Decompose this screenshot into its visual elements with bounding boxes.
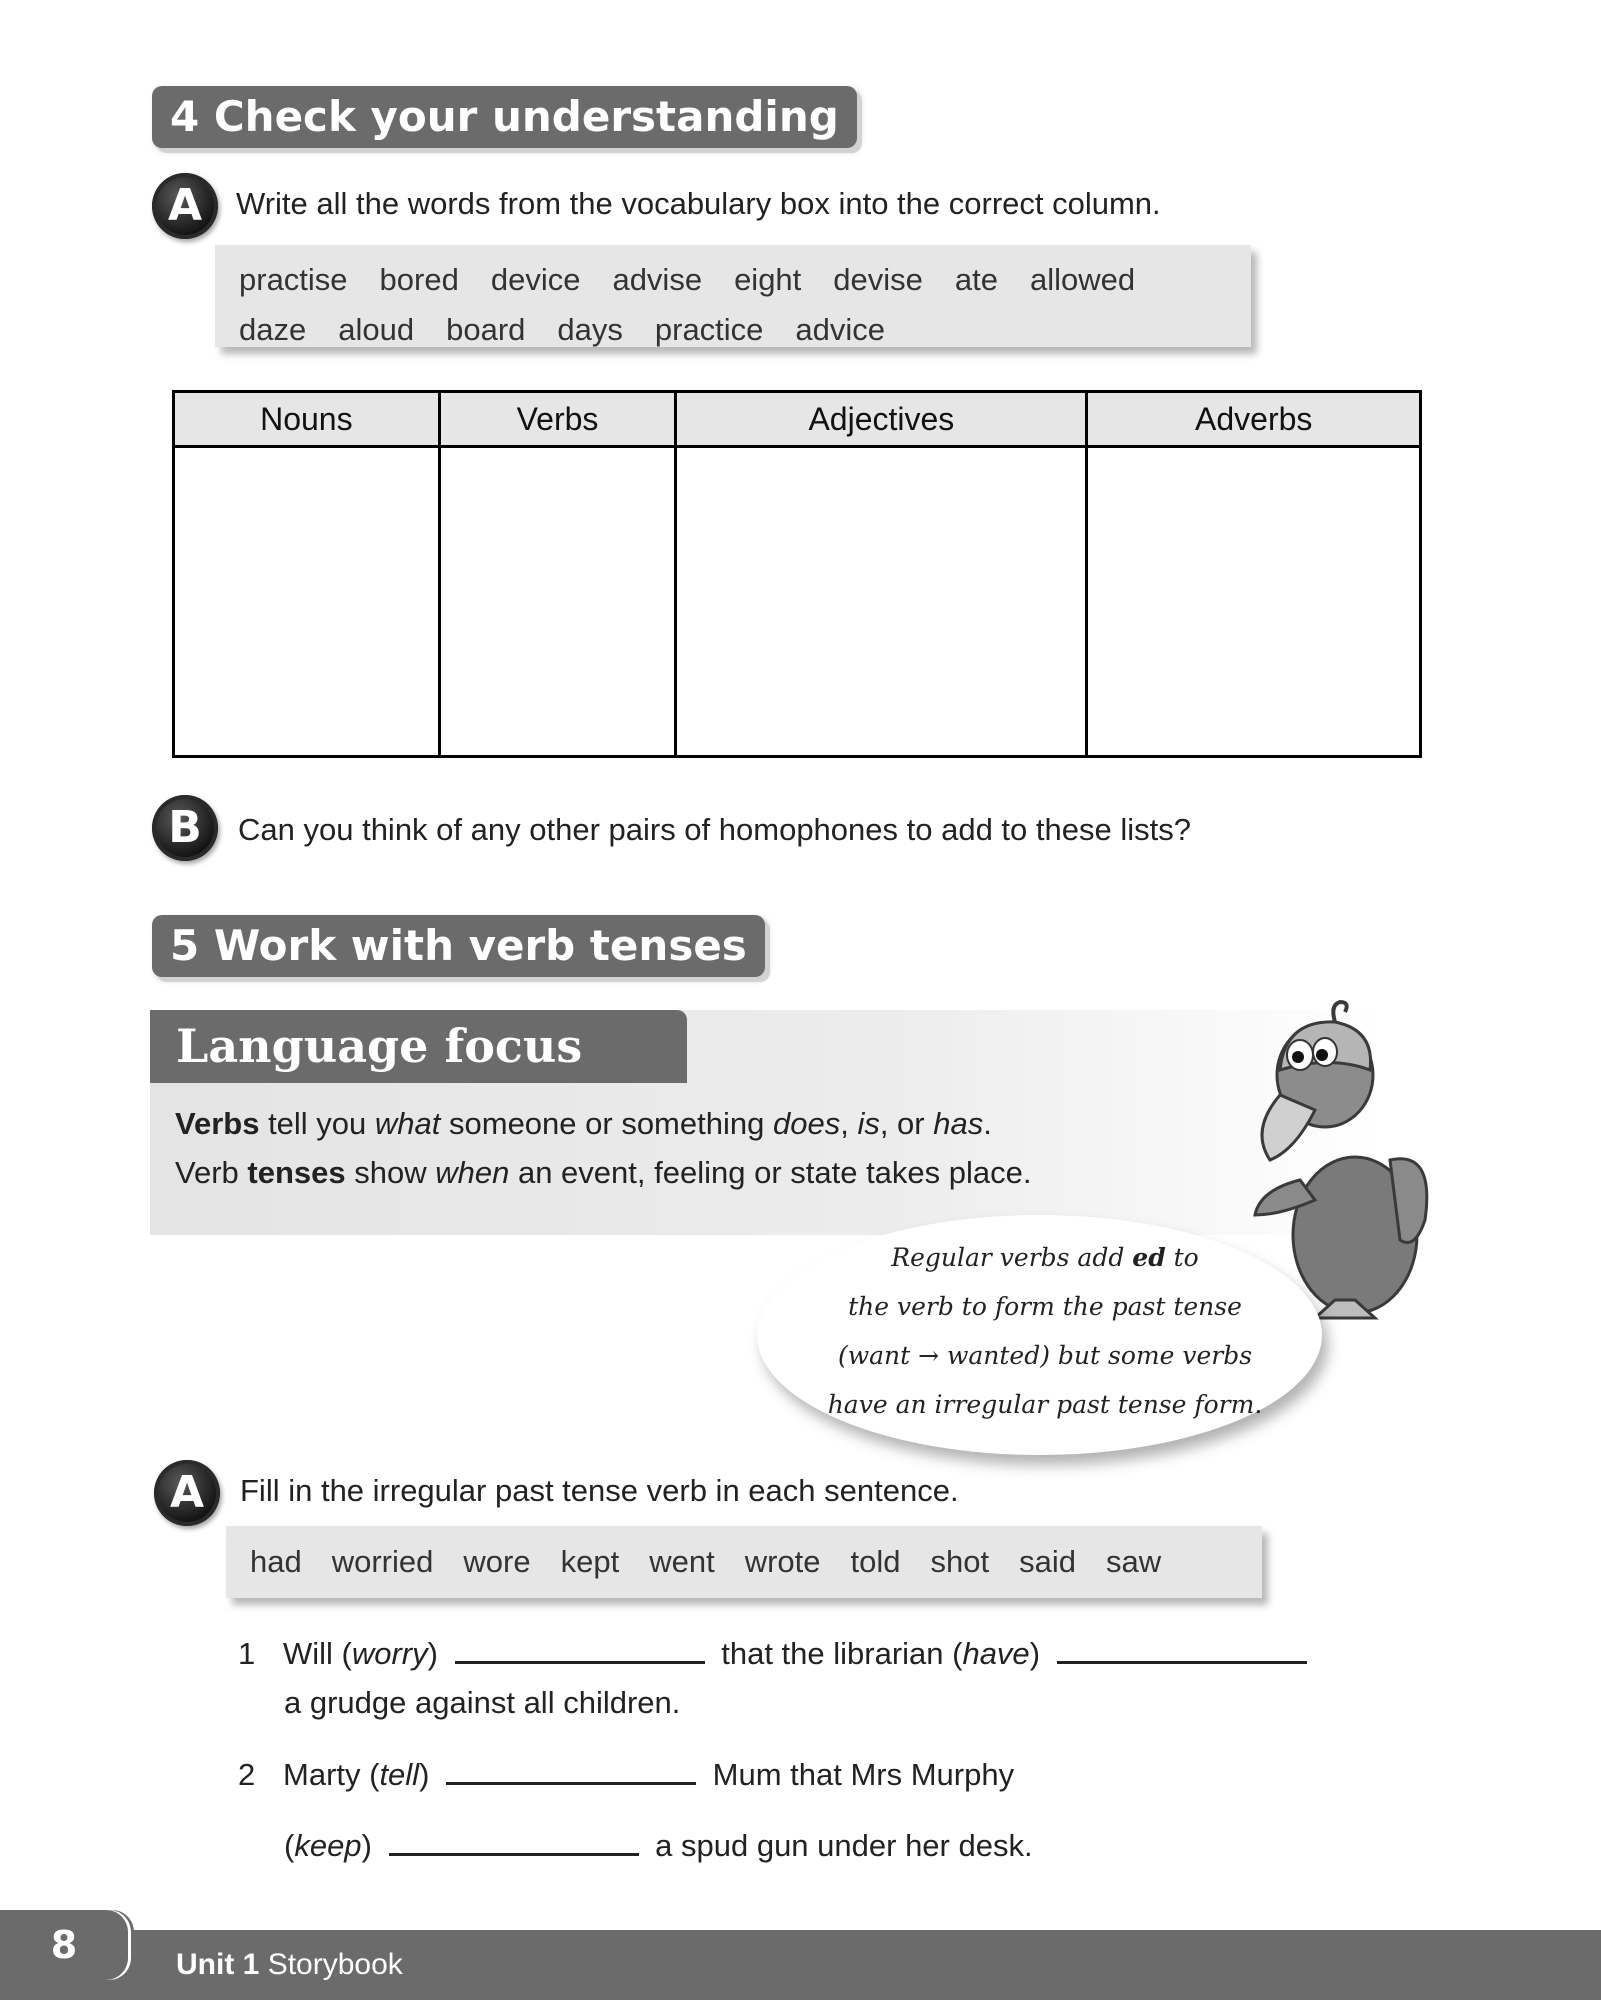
task-5a-instruction: Fill in the irregular past tense verb in each sentence. — [240, 1473, 959, 1508]
emphasis: does — [772, 1106, 841, 1141]
nouns-header: Nouns — [174, 392, 440, 447]
tenses-term: tenses — [247, 1155, 346, 1190]
bubble-line-4: have an irregular past tense form. — [827, 1390, 1263, 1419]
text-span: Mum that Mrs Murphy — [712, 1757, 1015, 1792]
vocabulary-word: practice — [654, 312, 764, 347]
text-span: someone or something — [440, 1106, 773, 1141]
emphasis: has — [933, 1106, 984, 1141]
vocabulary-word: allowed — [1030, 262, 1136, 297]
verb-word: wore — [463, 1544, 531, 1579]
verbs-header: Verbs — [439, 392, 676, 447]
base-verb: worry — [351, 1636, 428, 1671]
base-verb: keep — [294, 1828, 362, 1863]
bubble-line-3: (want → wanted) but some verbs — [837, 1341, 1253, 1370]
vocabulary-word: bored — [379, 262, 459, 297]
text-span: an event, feeling or state takes place. — [509, 1155, 1032, 1190]
exercise-1-line-2: a grudge against all children. — [284, 1685, 681, 1720]
text-span: ) — [1029, 1636, 1041, 1671]
vocabulary-word: daze — [239, 312, 307, 347]
verbs-term: Verbs — [175, 1106, 260, 1141]
verb-word-row — [250, 1537, 1238, 1587]
text-span: , — [840, 1106, 858, 1141]
text-span: , or — [879, 1106, 934, 1141]
text-span: that the librarian ( — [721, 1636, 963, 1671]
bubble-line-1 — [770, 1233, 1320, 1282]
answer-blank[interactable] — [389, 1852, 639, 1856]
vocabulary-word: devise — [833, 262, 923, 297]
verb-word: kept — [560, 1544, 620, 1579]
task-a-badge: A — [152, 173, 218, 239]
text-span: ) — [361, 1828, 372, 1863]
unit-number: Unit 1 — [176, 1948, 260, 1981]
verb-word: wrote — [744, 1544, 821, 1579]
adjectives-answer-cell[interactable] — [676, 447, 1087, 757]
language-focus-line-2 — [175, 1155, 1032, 1191]
text-span: Marty ( — [283, 1757, 380, 1792]
page-number: 8 — [0, 1910, 128, 1980]
verb-word: shot — [930, 1544, 990, 1579]
text-span: Will ( — [283, 1636, 352, 1671]
vocabulary-word: days — [557, 312, 623, 347]
verb-word: told — [850, 1544, 901, 1579]
bubble-line-2: the verb to form the past tense — [848, 1292, 1242, 1321]
duck-pupil-right — [1316, 1049, 1328, 1061]
answer-blank[interactable] — [455, 1660, 705, 1664]
base-verb: tell — [379, 1757, 420, 1792]
verb-word: had — [250, 1544, 302, 1579]
text-span: ) — [419, 1757, 430, 1792]
text-span: Regular verbs add — [891, 1243, 1133, 1272]
verbs-answer-cell[interactable] — [439, 447, 676, 757]
language-focus-title: Language focus — [150, 1010, 687, 1083]
vocabulary-word: advise — [612, 262, 703, 297]
duck-pupil-left — [1292, 1051, 1304, 1063]
adverbs-answer-cell[interactable] — [1087, 447, 1421, 757]
adjectives-header: Adjectives — [676, 392, 1087, 447]
answer-blank[interactable] — [446, 1781, 696, 1785]
text-span: ( — [284, 1828, 295, 1863]
adverbs-header: Adverbs — [1087, 392, 1421, 447]
verb-word: saw — [1105, 1544, 1162, 1579]
speech-bubble-text — [770, 1233, 1320, 1429]
vocabulary-word: ate — [954, 262, 999, 297]
unit-title: Storybook — [267, 1948, 403, 1981]
emphasis: when — [435, 1155, 510, 1190]
section-4-title: 4 Check your understanding — [152, 86, 857, 148]
exercise-number: 2 — [238, 1757, 256, 1792]
word-sort-table — [172, 390, 1422, 758]
vocabulary-row — [239, 305, 1227, 355]
emphasis: is — [857, 1106, 880, 1141]
text-span: to — [1165, 1243, 1199, 1272]
vocabulary-word: device — [490, 262, 581, 297]
verb-word: said — [1019, 1544, 1076, 1579]
exercise-2-line-2 — [284, 1828, 1033, 1864]
vocabulary-word: practise — [239, 262, 348, 297]
vocabulary-word: eight — [734, 262, 802, 297]
text-span: show — [345, 1155, 436, 1190]
verb-word: went — [649, 1544, 715, 1579]
task-b-badge: B — [152, 795, 218, 861]
text-span: Verb — [175, 1155, 248, 1190]
vocabulary-row — [239, 255, 1227, 305]
duck-curl — [1333, 1002, 1346, 1022]
task-a-instruction: Write all the words from the vocabulary box into the correct column. — [236, 186, 1161, 221]
text-span: a spud gun under her desk. — [655, 1828, 1033, 1863]
exercise-1 — [238, 1636, 1307, 1672]
task-5a-badge: A — [154, 1460, 220, 1526]
nouns-answer-cell[interactable] — [174, 447, 440, 757]
ed-suffix: ed — [1132, 1243, 1166, 1272]
vocabulary-word: aloud — [338, 312, 415, 347]
vocabulary-box — [215, 245, 1251, 347]
verb-word-box — [226, 1526, 1262, 1598]
exercise-2 — [238, 1757, 1014, 1793]
answer-blank[interactable] — [1057, 1660, 1307, 1664]
text-span: ) — [427, 1636, 438, 1671]
exercise-number: 1 — [238, 1636, 256, 1671]
verb-word: worried — [331, 1544, 434, 1579]
language-focus-line-1 — [175, 1106, 992, 1142]
text-span: . — [983, 1106, 992, 1141]
text-span: tell you — [259, 1106, 375, 1141]
section-5-title: 5 Work with verb tenses — [152, 915, 765, 977]
footer-unit-label — [176, 1932, 403, 1998]
emphasis: what — [374, 1106, 441, 1141]
vocabulary-word: board — [446, 312, 526, 347]
vocabulary-word: advice — [795, 312, 886, 347]
task-b-instruction: Can you think of any other pairs of homophones to add to these lists? — [238, 812, 1191, 847]
base-verb: have — [962, 1636, 1030, 1671]
